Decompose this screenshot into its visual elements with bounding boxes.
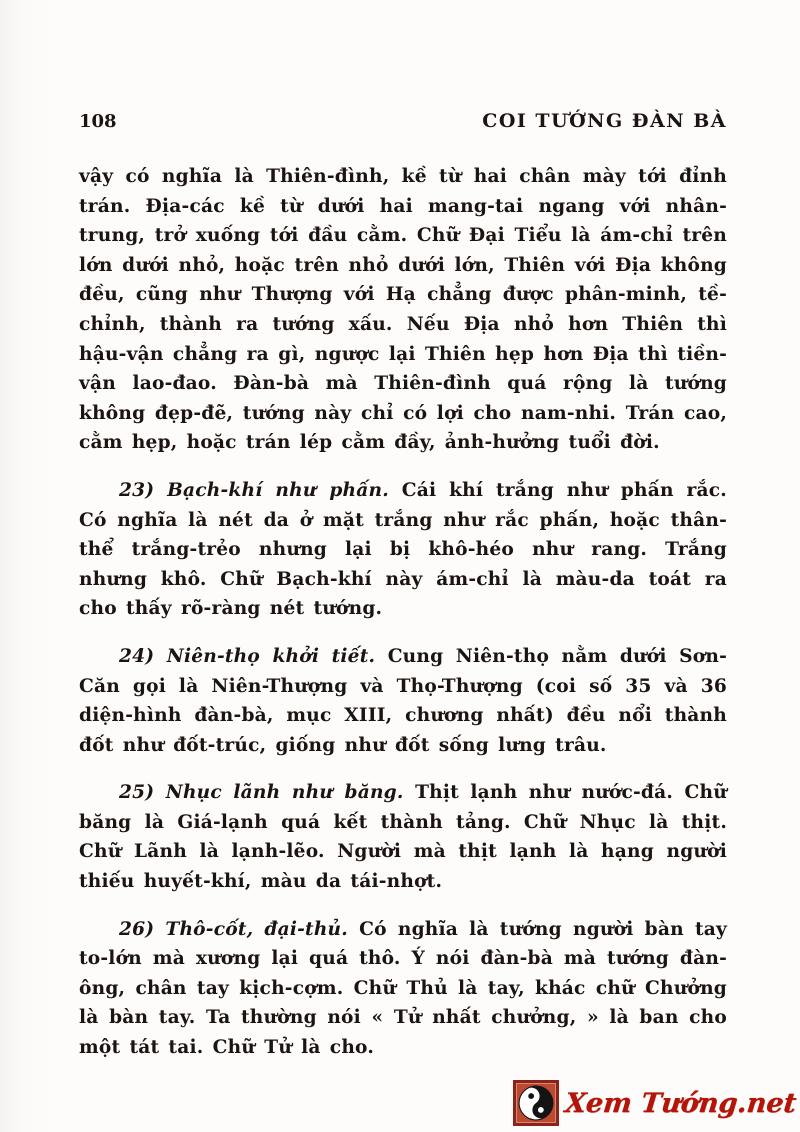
page-number: 108 [79,111,117,132]
paragraph-text: Cung Niên-thọ nằm dưới Sơn-Căn gọi là Niên-Thượng và Thọ-Thượng (coi số 35 và 36 diện-hình đàn-bà, mục XIII, chương nhất) đều nổi thành đốt như đốt-trúc, giống như đốt sống lưng trâu. [79,645,727,756]
paragraph-lead: 26) Thô-cốt, đại-thủ. [119,918,348,940]
paragraph-lead: 25) Nhục lãnh như băng. [119,782,404,804]
paragraph-continuation [79,162,727,458]
paragraph-23 [79,476,727,624]
paragraph-lead: 24) Niên-thọ khởi tiết. [119,645,376,667]
paragraph-text: Cái khí trắng như phấn rắc. Có nghĩa là nét da ở mặt trắng như rắc phấn, hoặc thân-thể trắng-trẻo nhưng lại bị khô-héo như rang. Trắng nhưng khô. Chữ Bạch-khí này ám-chỉ là màu-da toát ra cho thấy rõ-ràng nét tướng. [79,479,727,620]
yin-yang-icon [513,1080,559,1126]
watermark-logo[interactable] [513,1080,796,1126]
paragraph-26 [79,915,727,1063]
page-header [79,110,727,132]
paragraph-text: Thịt lạnh như nước-đá. Chữ băng là Giá-lạnh quá kết thành tảng. Chữ Nhục là thịt. Chữ Lãnh là lạnh-lẽo. Người mà thịt lạnh là hạng người thiếu huyết-khí, màu da tái-nhợt. [79,782,727,893]
page-body [79,162,727,1063]
running-title: COI TƯỚNG ĐÀN BÀ [482,110,727,132]
paragraph-lead: 23) Bạch-khí như phấn. [119,479,389,501]
watermark-text: Xem Tướng.net [563,1087,798,1119]
paragraph-text: vậy có nghĩa là Thiên-đình, kề từ hai chân mày tới đỉnh trán. Địa-các kề từ dưới hai mang-tai ngang với nhân-trung, trở xuống tới đầu cằm. Chữ Đại Tiểu là ám-chỉ trên lớn dưới nhỏ, hoặc trên nhỏ dưới lớn, Thiên với Địa không đều, cũng như Thượng với Hạ chẳng được phân-minh, tề-chỉnh, thành ra tướng xấu. Nếu Địa nhỏ hơn Thiên thì hậu-vận chẳng ra gì, ngược lại Thiên hẹp hơn Địa thì tiền-vận lao-đao. Đàn-bà mà Thiên-đình quá rộng là tướng không đẹp-đẽ, tướng này chỉ có lợi cho nam-nhi. Trán cao, cằm hẹp, hoặc trán lép cằm đầy, ảnh-hưởng tuổi đời. [79,166,727,454]
paragraph-text: Có nghĩa là tướng người bàn tay to-lớn mà xương lại quá thô. Ý nói đàn-bà mà tướng đàn-ông, chân tay kịch-cợm. Chữ Thủ là tay, khác chữ Chưởng là bàn tay. Ta thường nói « Tử nhất chưởng, » là ban cho một tát tai. Chữ Tử là cho. [79,918,727,1059]
paragraph-25 [79,778,727,896]
paragraph-24 [79,642,727,760]
